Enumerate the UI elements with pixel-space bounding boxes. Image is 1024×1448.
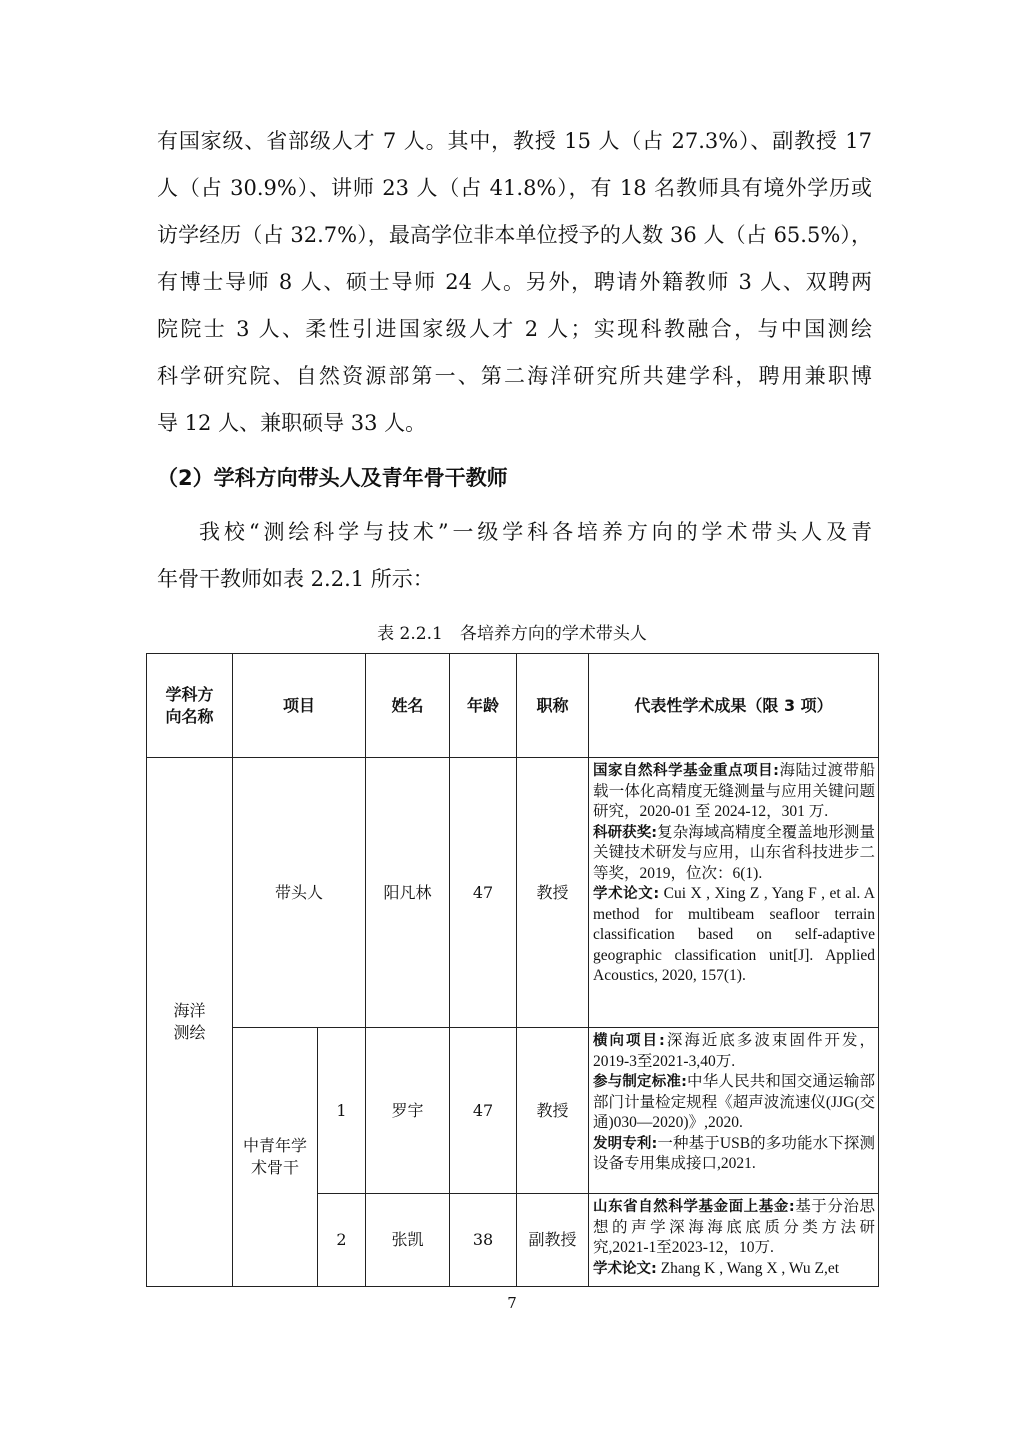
name-cell: 张凯 (366, 1194, 450, 1287)
row-number: 1 (318, 1028, 366, 1194)
table-caption: 表 2.2.1 各培养方向的学术带头人 (377, 624, 647, 644)
header-name: 姓名 (366, 654, 450, 758)
row-number: 2 (318, 1194, 366, 1287)
achievement-item: 山东省自然科学基金面上基金:基于分治思想的声学深海海底底质分类方法研究,2021-1至2023-12，10万. (593, 1198, 876, 1256)
text-line: 访学经历（占 32.7%），最高学位非本单位授予的人数 36 人（占 65.5%）， (157, 223, 872, 247)
young-label: 中青年学术骨干 (233, 1028, 318, 1287)
academic-leaders-table (146, 653, 879, 1287)
achievements-cell (589, 1028, 879, 1194)
achievement-item: 学术论文: Cui X , Xing Z , Yang F , et al. A method for multibeam seafloor terrain classification based on self-adaptive geographic classification unit[J]. Applied Acoustics, 2020, 157(1). (593, 885, 876, 984)
text-line: 院院士 3 人、柔性引进国家级人才 2 人；实现科教融合，与中国测绘 (157, 317, 872, 341)
intro-paragraph (157, 118, 872, 447)
title-cell: 副教授 (517, 1194, 589, 1287)
header-title: 职称 (517, 654, 589, 758)
leader-label: 带头人 (233, 758, 366, 1028)
title-cell: 教授 (517, 758, 589, 1028)
achievements-cell (589, 758, 879, 1028)
header-achievements: 代表性学术成果（限 3 项） (589, 654, 879, 758)
text-line: 有国家级、省部级人才 7 人。其中，教授 15 人（占 27.3%）、副教授 17 (157, 129, 872, 153)
age-cell: 47 (450, 1028, 517, 1194)
achievement-item: 国家自然科学基金重点项目:海陆过渡带船载一体化高精度无缝测量与应用关键问题研究，2020-01 至 2024-12，301 万. (593, 762, 876, 820)
title-cell: 教授 (517, 1028, 589, 1194)
text-line: 我校“测绘科学与技术”一级学科各培养方向的学术带头人及青 (199, 520, 872, 544)
header-direction: 学科方向名称 (147, 654, 233, 758)
achievement-item: 科研获奖:复杂海域高精度全覆盖地形测量关键技术研发与应用，山东省科技进步二等奖，2019，位次：6(1). (593, 823, 876, 882)
header-age: 年龄 (450, 654, 517, 758)
section-heading: （2）学科方向带头人及青年骨干教师 (157, 466, 508, 490)
achievement-item: 发明专利:一种基于USB的多功能水下探测设备专用集成接口,2021. (593, 1134, 876, 1172)
text-line: 科学研究院、自然资源部第一、第二海洋研究所共建学科，聘用兼职博 (157, 364, 872, 388)
name-cell: 阳凡林 (366, 758, 450, 1028)
age-cell: 47 (450, 758, 517, 1028)
text-line: 有博士导师 8 人、硕士导师 24 人。另外，聘请外籍教师 3 人、双聘两 (157, 270, 872, 294)
header-item: 项目 (233, 654, 366, 758)
achievement-item: 横向项目:深海近底多波束固件开发，2019-3至2021-3,40万. (593, 1032, 875, 1070)
name-cell: 罗宇 (366, 1028, 450, 1194)
table-row (147, 1028, 879, 1194)
age-cell: 38 (450, 1194, 517, 1287)
table-row (147, 758, 879, 1028)
direction-cell: 海洋测绘 (147, 758, 233, 1287)
text-line: 导 12 人、兼职硕导 33 人。 (157, 411, 427, 435)
section-paragraph (157, 509, 872, 603)
text-line: 年骨干教师如表 2.2.1 所示： (157, 567, 434, 591)
achievement-item: 参与制定标准:中华人民共和国交通运输部部门计量检定规程《超声波流速仪(JJG(交通)030—2020)》,2020. (593, 1073, 876, 1131)
page-number: 7 (507, 1294, 517, 1312)
achievements-cell (589, 1194, 879, 1287)
achievement-item: 学术论文: Zhang K , Wang X , Wu Z,et (593, 1259, 840, 1277)
text-line: 人（占 30.9%）、讲师 23 人（占 41.8%），有 18 名教师具有境外学历或 (157, 176, 872, 200)
